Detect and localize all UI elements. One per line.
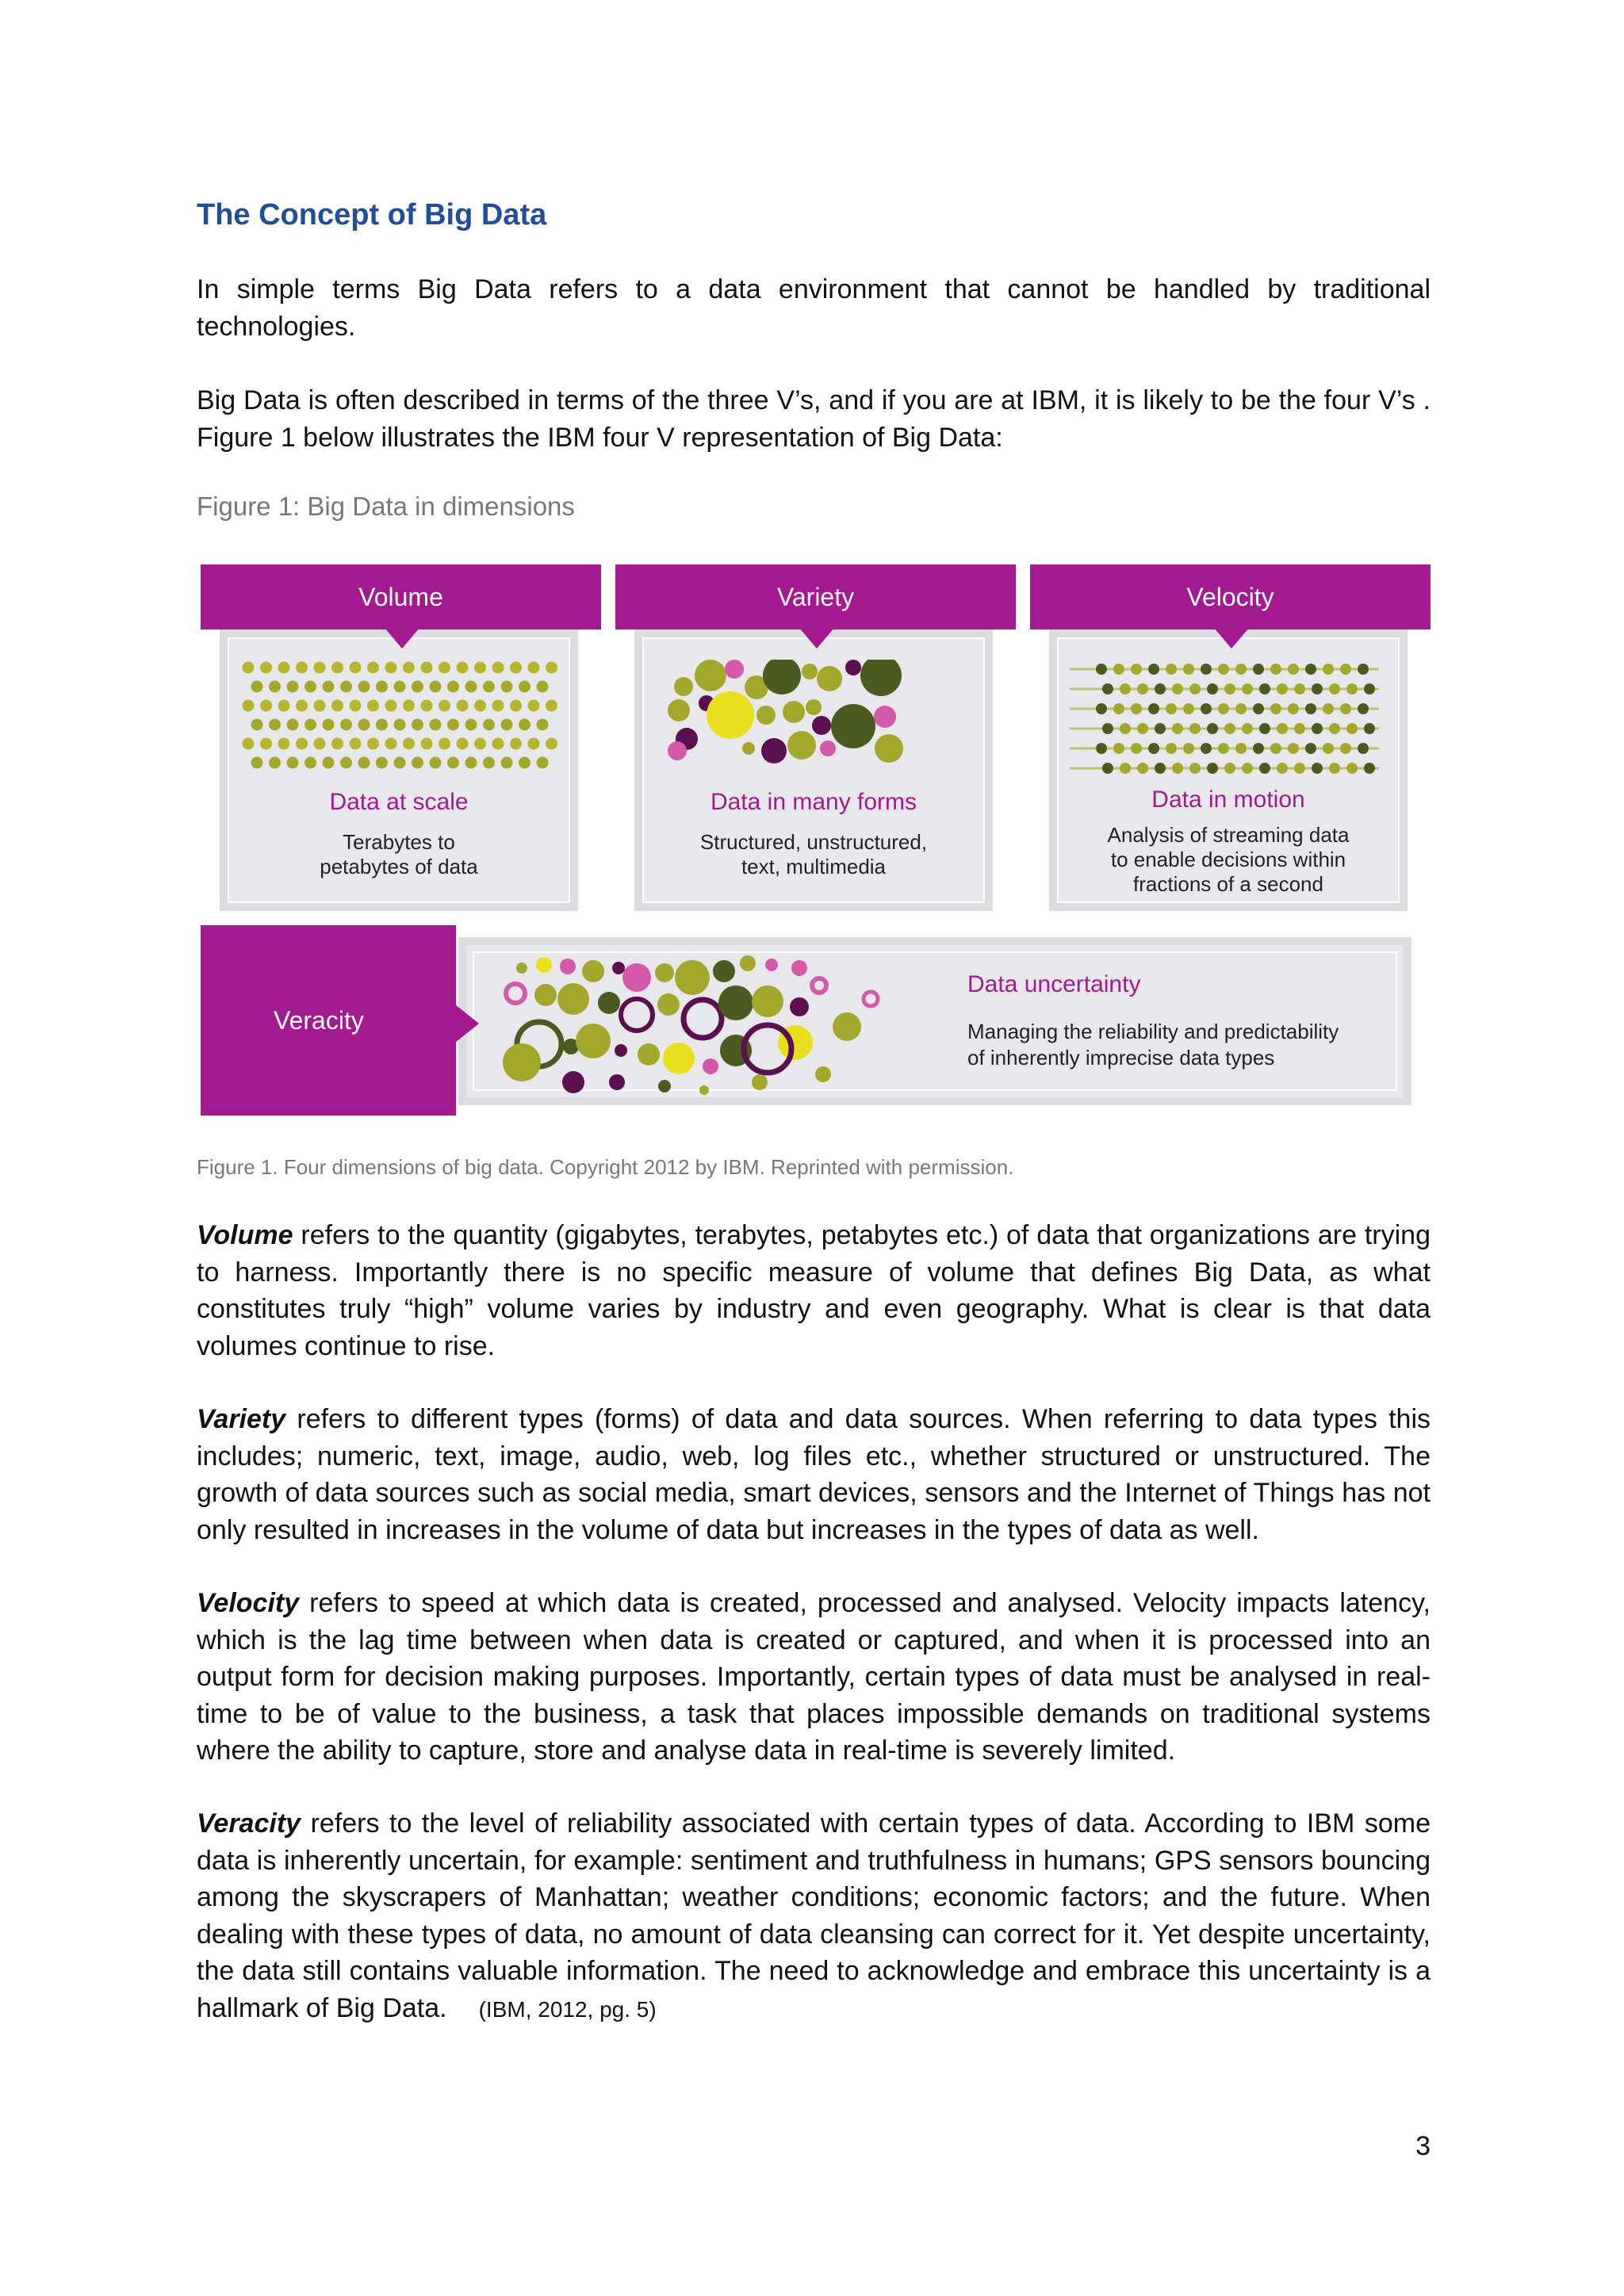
veracity-desc-line: Managing the reliability and predictability — [967, 1020, 1339, 1043]
down-arrow-icon — [1214, 628, 1249, 649]
panel-desc-line: fractions of a second — [1133, 872, 1323, 896]
veracity-text: refers to the level of reliability associated with certain types of data. According to IBM some data is inherently uncertain, for example: sentiment and truthfulness in humans; GPS sensors bouncing among the skyscrapers of Manhattan; weather conditions; economic factors; and the future. When dealing with these types of data, no amount of data cleansing can correct for it. Yet despite uncertainty, the data still contains valuable information. The need to acknowledge and embrace this uncertainty is a hallmark of Big Data. — [197, 1808, 1431, 2023]
figure-title: Figure 1: Big Data in dimensions — [197, 492, 575, 521]
veracity-desc-line: of inherently imprecise data types — [967, 1046, 1275, 1070]
panel-desc-line: Terabytes to — [343, 830, 455, 854]
velocity-panel — [1030, 564, 1431, 913]
panel-desc-line: Structured, unstructured, — [699, 830, 928, 854]
panel-subtitle: Data in many forms — [710, 789, 917, 815]
citation: (IBM, 2012, pg. 5) — [478, 1996, 657, 2022]
velocity-streams-illustration — [1070, 660, 1395, 779]
volume-panel — [201, 564, 601, 913]
panel-subtitle: Data at scale — [329, 789, 469, 815]
panel-title: Variety — [615, 564, 1016, 629]
figure-caption: Figure 1. Four dimensions of big data. Copyright 2012 by IBM. Reprinted with permission. — [197, 1155, 1014, 1179]
four-vs-paragraph: Big Data is often described in terms of the three V’s, and if you are at IBM, it is likely to be the four V’s . Figure 1 below illustrates the IBM four V representation of Big Data: — [197, 385, 1431, 453]
variety-term: Variety — [197, 1404, 286, 1434]
down-arrow-icon — [799, 628, 834, 649]
veracity-title-block — [201, 925, 456, 1115]
variety-paragraph — [197, 1401, 1431, 1548]
panel-subtitle: Data in motion — [1151, 786, 1305, 813]
volume-term: Volume — [197, 1220, 293, 1250]
down-arrow-icon — [385, 628, 419, 649]
variety-text: refers to different types (forms) of data and data sources. When referring to data types this includes; numeric, text, image, audio, web, log files etc., whether structured or unstructured. The growth of data sources such as social media, smart devices, sensors and the Internet of Things has not only resulted in increases in the volume of data but increases in the types of data as well. — [197, 1404, 1431, 1545]
document-page — [197, 0, 1431, 2296]
section-heading: The Concept of Big Data — [197, 198, 547, 232]
panel-title: Volume — [201, 564, 601, 629]
right-arrow-icon — [455, 1004, 479, 1043]
variety-panel — [615, 564, 1016, 913]
veracity-subtitle: Data uncertainty — [967, 971, 1141, 997]
volume-paragraph — [197, 1217, 1431, 1364]
intro-paragraph: In simple terms Big Data refers to a data environment that cannot be handled by traditional technologies. — [197, 274, 1431, 342]
panel-desc-line: text, multimedia — [741, 855, 887, 878]
velocity-text: refers to speed at which data is created, processed and analysed. Velocity impacts latency, which is the lag time between when data is created or captured, and when it is processed into an output form for decision making purposes. Importantly, certain types of data must be analysed in real-time to be of value to the business, a task that places impossible demands on traditional systems where the ability to capture, store and analyse data in real-time is severely limited. — [197, 1588, 1431, 1766]
panel-desc-line: to enable decisions within — [1110, 848, 1346, 871]
volume-text: refers to the quantity (gigabytes, terabytes, petabytes etc.) of data that organizations are trying to harness. Importantly there is no specific measure of volume that defines Big Data, as what constitutes truly “high” volume varies by industry and even geography. What is clear is that data volumes continue to rise. — [197, 1220, 1431, 1361]
big-data-figure — [197, 564, 1431, 1119]
variety-circles-illustration — [655, 660, 980, 779]
velocity-paragraph — [197, 1585, 1431, 1770]
page-number: 3 — [1415, 2131, 1431, 2161]
panel-desc-line: petabytes of data — [320, 855, 478, 878]
veracity-title: Veracity — [274, 1005, 364, 1035]
veracity-circles-illustration — [498, 955, 910, 1098]
veracity-term: Veracity — [197, 1808, 301, 1839]
veracity-paragraph — [197, 1805, 1431, 2028]
panel-desc-line: Analysis of streaming data — [1107, 823, 1350, 847]
volume-dots-illustration — [240, 660, 565, 779]
panel-title: Velocity — [1030, 564, 1431, 629]
velocity-term: Velocity — [197, 1588, 300, 1618]
